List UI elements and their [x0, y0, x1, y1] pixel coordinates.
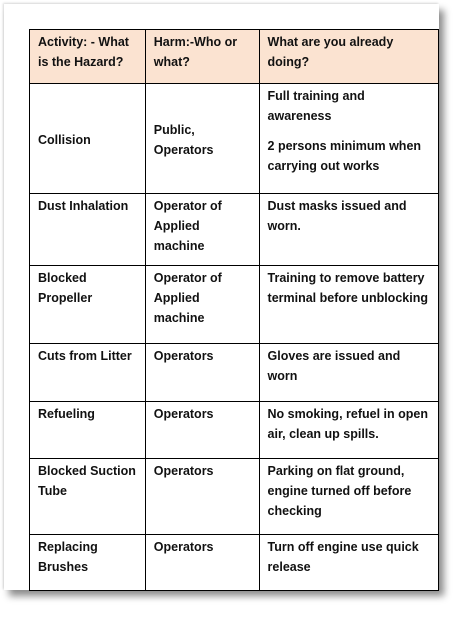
activity-cell: Dust Inhalation [30, 194, 146, 266]
activity-cell: Cuts from Litter [30, 344, 146, 402]
header-row [30, 30, 439, 84]
harm-cell: Operator of Applied machine [145, 194, 259, 266]
harm-cell: Operators [145, 344, 259, 402]
activity-cell: Blocked Propeller [30, 266, 146, 344]
harm-cell: Operator of Applied machine [145, 266, 259, 344]
activity-cell: Collision [30, 84, 146, 194]
activity-cell: Blocked Suction Tube [30, 459, 146, 535]
controls-cell [259, 266, 438, 344]
table-row [30, 194, 439, 266]
table-row [30, 459, 439, 535]
risk-assessment-table [29, 29, 439, 591]
controls-cell [259, 84, 438, 194]
control-item: Training to remove battery terminal before unblocking [267, 271, 428, 305]
table-row [30, 402, 439, 459]
control-item: Gloves are issued and worn [267, 349, 401, 383]
control-item: No smoking, refuel in open air, clean up spills. [267, 407, 428, 441]
control-item: Full training and awareness [267, 89, 365, 123]
table-row [30, 266, 439, 344]
controls-cell [259, 344, 438, 402]
harm-cell: Operators [145, 535, 259, 591]
harm-cell: Operators [145, 402, 259, 459]
controls-cell [259, 535, 438, 591]
harm-cell: Operators [145, 459, 259, 535]
header-controls: What are you already doing? [259, 30, 438, 84]
controls-cell [259, 402, 438, 459]
control-item: Dust masks issued and worn. [267, 199, 407, 233]
table-row [30, 84, 439, 194]
table-row [30, 535, 439, 591]
controls-cell [259, 194, 438, 266]
document-page [4, 4, 439, 590]
header-harm: Harm:-Who or what? [145, 30, 259, 84]
header-activity: Activity: - What is the Hazard? [30, 30, 146, 84]
control-item: 2 persons minimum when carrying out works [267, 139, 422, 173]
table-row [30, 344, 439, 402]
activity-cell: Refueling [30, 402, 146, 459]
control-item: Parking on flat ground, engine turned off before checking [267, 464, 412, 518]
harm-cell: Public, Operators [145, 84, 259, 194]
activity-cell: Replacing Brushes [30, 535, 146, 591]
controls-cell [259, 459, 438, 535]
control-item: Turn off engine use quick release [267, 540, 419, 574]
